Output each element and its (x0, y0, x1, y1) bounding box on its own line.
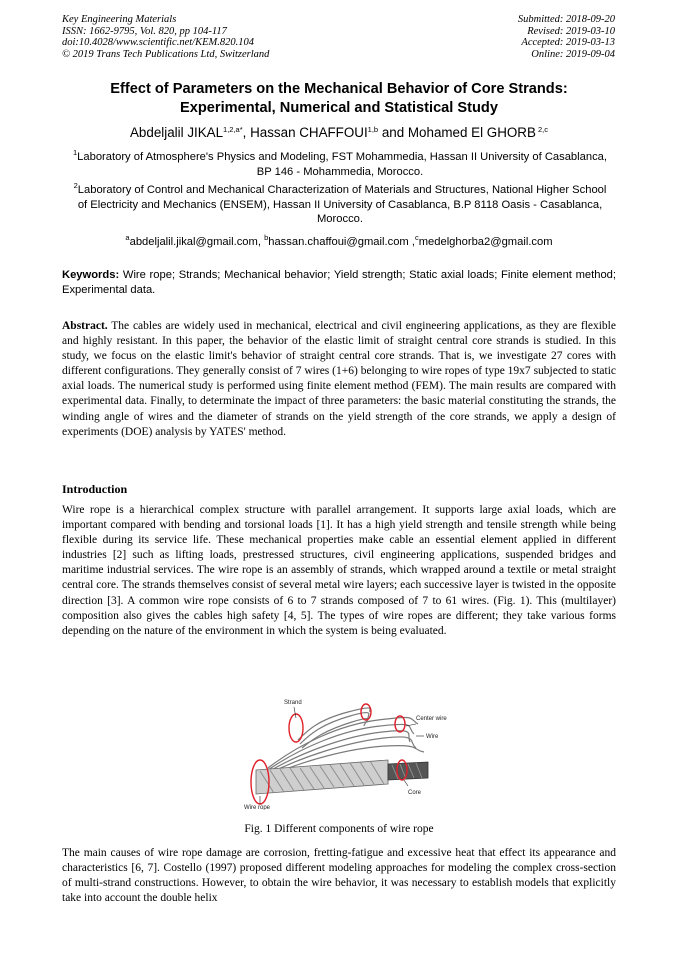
label-wire-rope: Wire rope (244, 805, 271, 810)
accepted-date: Accepted: 2019-03-13 (521, 37, 615, 49)
author-affiliation-mark: 1,b (367, 125, 379, 134)
affiliation-mark: 2 (73, 181, 78, 190)
abstract-label: Abstract. (62, 320, 108, 332)
introduction-paragraph-1: Wire rope is a hierarchical complex structure with parallel arrangement. It supports large axial loads, which are important compared with bending and torsional loads [1]. It has a high yield strength and tensile strength while being flexible during its service life. These mechanical properties make cable an essential element applied in different industries [2] such as lifting loads, prestressed structures, civil engineering applications, suspended bridges and maritime industrial services. The wire rope is an assembly of strands, which wrapped around a textile or metal straight central core. The strands themselves consist of several metal wire layers; each successive layer is twisted in the opposite direction [3]. A common wire rope consists of 6 to 7 strands composed of 7 to 61 wires. (Fig. 1). This (multilayer) composition also gives the cables high safety [4, 5]. The types of wire ropes are different; they take various forms depending on the nature of the environment in which the system is being evaluated. (62, 504, 616, 637)
abstract-text: The cables are widely used in mechanical, electrical and civil engineering applications, as they are flexible and highly resistant. In this paper, the behavior of the elastic limit of straight central core strands is studied. In this study, we focus on the elastic limit's behavior of straight central core strands. That is, we investigate 27 cores with different configurations. They generally consist of 7 wires (1+6) belonging to wire ropes of type 19x7 subjected to static axial loads. The numerical study is performed using finite element method (FEM). The main results are compared with experimental data. Finally, to determinate the impact of three parameters: the basic material constituting the strands, the winding angle of wires and the diameter of strands on the yield strength of the core strands, we apply a design of experiments (DOE) analysis by YATES' method. (62, 320, 616, 438)
email: hassan.chaffoui@gmail.com , (268, 236, 415, 248)
label-wire: Wire (426, 734, 439, 740)
paper-title: Effect of Parameters on the Mechanical Behavior of Core Strands: Experimental, Numerical and Statistical Study (110, 81, 568, 116)
issn-line: ISSN: 1662-9795, Vol. 820, pp 104-117 (62, 25, 227, 37)
affiliation-text: Laboratory of Atmosphere's Physics and Modeling, FST Mohammedia, Hassan II University of Casablanca, BP 146 - Mohammedia, Morocco. (77, 151, 608, 178)
wire-rope-diagram (238, 690, 452, 810)
label-strand: Strand (284, 700, 302, 706)
affiliation-text: Laboratory of Control and Mechanical Characterization of Materials and Structures, National Higher School of Electricity and Mechanics (ENSEM), Hassan II University of Casablanca, B.P 8118 Oasis - Casablanca, Morocco. (77, 184, 607, 226)
affiliation-1 (70, 150, 610, 179)
introduction-paragraph-2: The main causes of wire rope damage are corrosion, fretting-fatigue and excessive heat that effect its appearance and characteristics [6, 7]. Costello (1997) proposed different modeling approaches for modeling the complex cross-section of multi-strand constructions. However, to obtain the wire behavior, it was necessary to establish models that explicitly take into account the double helix (62, 847, 616, 905)
journal-name: Key Engineering Materials (62, 14, 177, 25)
affiliation-2 (70, 183, 610, 227)
revised-date: Revised: 2019-03-10 (527, 25, 615, 37)
wire-rope-figure (238, 690, 452, 810)
section-heading-introduction: Introduction (62, 482, 128, 496)
email-mark: a (125, 233, 130, 242)
submitted-date: Submitted: 2018-09-20 (517, 14, 615, 25)
author-separator: , (242, 125, 251, 140)
email-mark: b (264, 233, 269, 242)
journal-info (62, 14, 269, 60)
keywords (62, 268, 616, 297)
email: medelghorba2@gmail.com (418, 236, 553, 248)
email-mark: c (414, 233, 419, 242)
author-list (40, 124, 638, 141)
affiliation-mark: 1 (72, 148, 78, 157)
keywords-text: Wire rope; Strands; Mechanical behavior; Yield strength; Static axial loads; Finite element method; Experimental data. (62, 269, 616, 296)
copyright-line: © 2019 Trans Tech Publications Ltd, Switzerland (62, 48, 270, 60)
email: abdeljalil.jikal@gmail.com, (129, 236, 265, 248)
author-name: Hassan CHAFFOUI (250, 125, 368, 140)
label-core: Core (408, 790, 422, 796)
keywords-label: Keywords: (62, 269, 120, 281)
doi-line: doi:10.4028/www.scientific.net/KEM.820.104 (62, 37, 254, 49)
figure-caption: Fig. 1 Different components of wire rope (244, 823, 434, 835)
abstract (62, 319, 616, 440)
author-name: Mohamed El GHORB (407, 125, 536, 140)
author-affiliation-mark: 2,c (535, 125, 548, 134)
submission-dates (518, 14, 615, 60)
author-emails (40, 235, 638, 249)
author-name: Abdeljalil JIKAL (130, 125, 224, 140)
label-center-wire: Center wire (416, 716, 447, 722)
online-date: Online: 2019-09-04 (531, 48, 615, 60)
rope-body (256, 760, 428, 794)
author-affiliation-mark: 1,2,a* (223, 125, 243, 134)
author-separator: and (378, 125, 408, 140)
